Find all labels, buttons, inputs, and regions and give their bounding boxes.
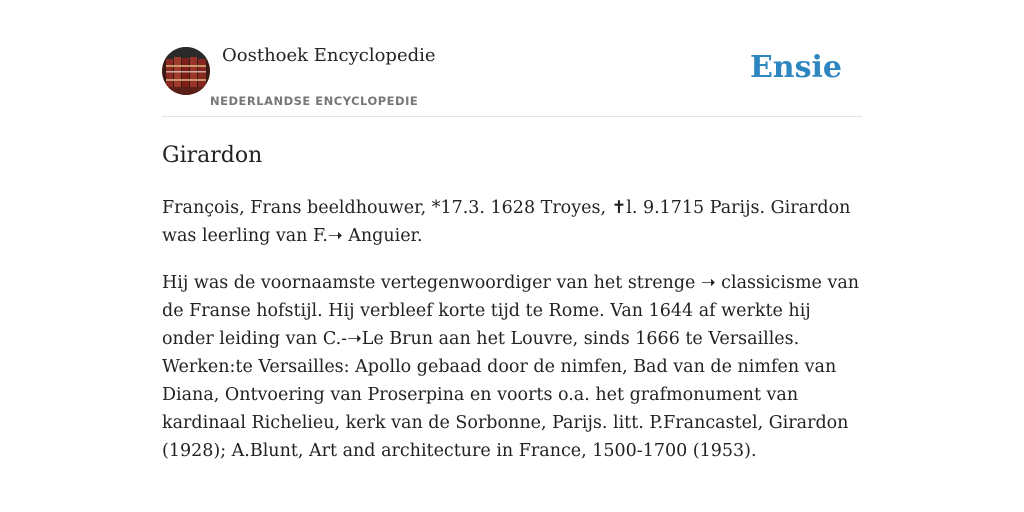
- site-subtitle: NEDERLANDSE ENCYCLOPEDIE: [210, 94, 419, 108]
- site-header: [162, 0, 862, 117]
- article-paragraph: Hij was de voornaamste vertegenwoordiger van het strenge ➝ classicisme van de Franse hofstijl. Hij verbleef korte tijd te Rome. Van 1644 af werkte hij onder leiding van C.-➝Le Brun aan het Louvre, sinds 1666 te Versailles. Werken:te Versailles: Apollo gebaad door de nimfen, Bad van de nimfen van Diana, Ontvoering van Proserpina en voorts o.a. het grafmonument van kardinaal Richelieu, kerk van de Sorbonne, Parijs. litt. P.Francastel, Girardon (1928); A.Blunt, Art and architecture in France, 1500-1700 (1953).: [162, 273, 860, 461]
- site-title[interactable]: Oosthoek Encyclopedie: [222, 45, 436, 66]
- page: [162, 0, 862, 465]
- article-paragraph: François, Frans beeldhouwer, *17.3. 1628 Troyes, ✝l. 9.1715 Parijs. Girardon was leerling van F.➝ Anguier.: [162, 198, 851, 246]
- article-title: Girardon: [162, 143, 263, 168]
- brand-logo[interactable]: Ensie: [749, 50, 842, 85]
- encyclopedia-books-icon[interactable]: [162, 47, 210, 95]
